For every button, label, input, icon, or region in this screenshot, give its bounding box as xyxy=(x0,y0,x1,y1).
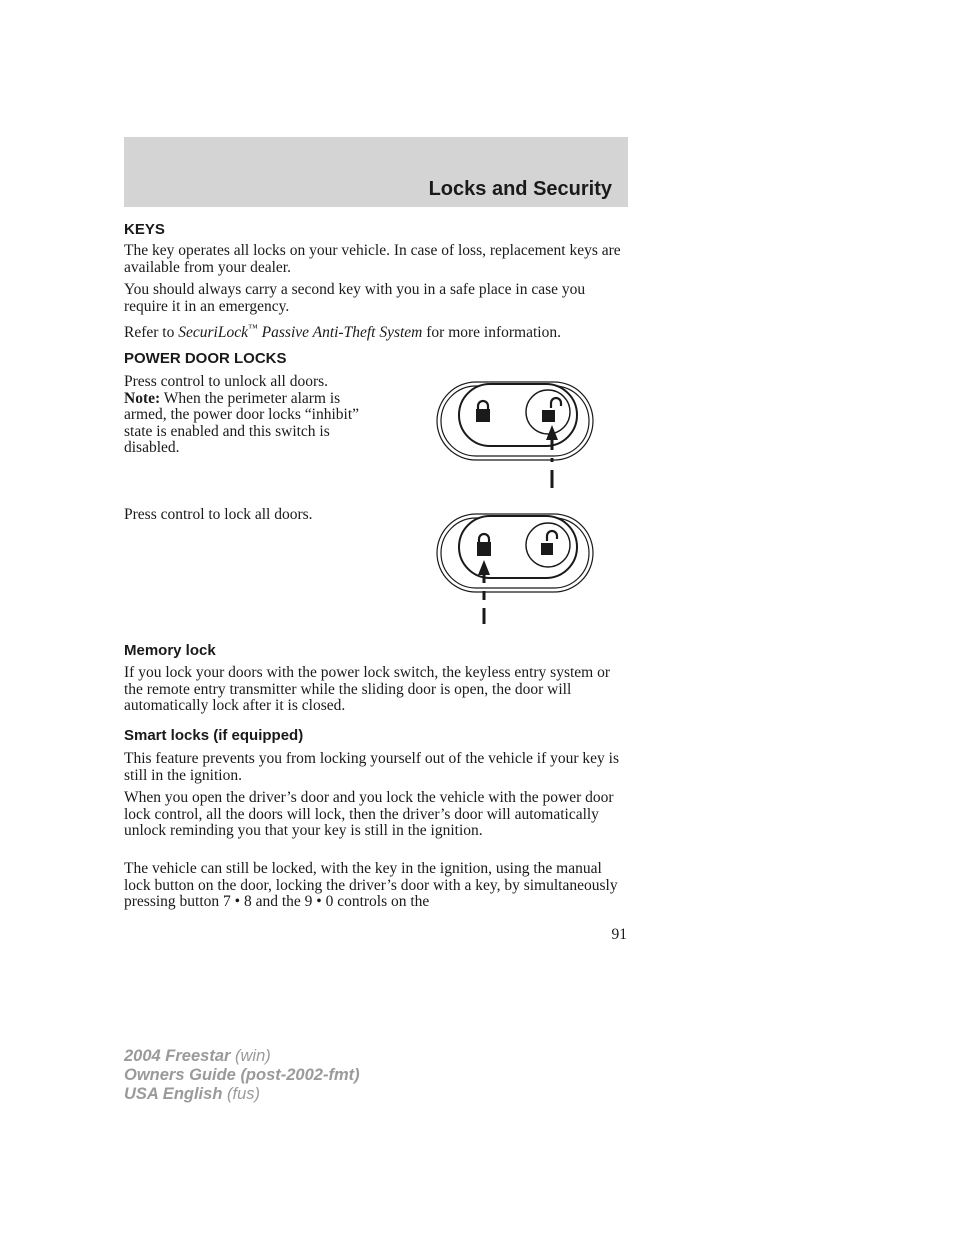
power-door-locks-heading: POWER DOOR LOCKS xyxy=(124,350,287,367)
page-number: 91 xyxy=(611,926,627,943)
footer-line-3 xyxy=(124,1085,360,1104)
document-footer xyxy=(124,1047,360,1104)
anti-theft-text: Passive Anti-Theft System xyxy=(257,324,423,342)
page-section-title: Locks and Security xyxy=(428,178,612,200)
smart-locks-heading: Smart locks (if equipped) xyxy=(124,727,304,744)
smart-locks-paragraph-1: This feature prevents you from locking yourself out of the vehicle if your key is still in the ignition. xyxy=(124,750,620,784)
footer-line-2 xyxy=(124,1066,360,1085)
footer-model: 2004 Freestar xyxy=(124,1047,231,1065)
footer-language-code: (fus) xyxy=(222,1085,260,1103)
keys-paragraph-3 xyxy=(124,321,628,342)
unlock-text: Press control to unlock all doors. xyxy=(124,373,329,390)
memory-lock-heading: Memory lock xyxy=(124,642,216,659)
footer-line-1 xyxy=(124,1047,360,1066)
securilock-text: SecuriLock xyxy=(178,324,248,342)
unlock-switch-figure xyxy=(435,380,597,490)
keys-paragraph-2: You should always carry a second key with you in a safe place in case you require it in an emergency. xyxy=(124,281,586,315)
keys-heading: KEYS xyxy=(124,221,165,238)
keys-paragraph-1: The key operates all locks on your vehicle. In case of loss, replacement keys are available from your dealer. xyxy=(124,242,621,276)
keys-p3-prefix: Refer to xyxy=(124,324,179,342)
lock-instructions: Press control to lock all doors. xyxy=(124,506,313,523)
footer-guide: Owners Guide (post-2002-fmt) xyxy=(124,1066,360,1084)
footer-model-code: (win) xyxy=(230,1047,271,1065)
footer-language: USA English xyxy=(124,1085,223,1103)
memory-lock-paragraph: If you lock your doors with the power lock switch, the keyless entry system or the remote entry transmitter while the sliding door is open, the door will automatically lock after it is closed. xyxy=(124,664,611,714)
smart-locks-paragraph-2: When you open the driver’s door and you lock the vehicle with the power door lock control, all the doors will lock, then the driver’s door will automatically unlock reminding you that your key is still in the ignition. xyxy=(124,789,614,839)
header-band xyxy=(124,137,628,207)
note-text: When the perimeter alarm is armed, the power door locks “inhibit” state is enabled and this switch is disabled. xyxy=(124,389,360,456)
note-label: Note: xyxy=(124,389,161,407)
unlock-instructions xyxy=(124,374,374,457)
smart-locks-paragraph-3: The vehicle can still be locked, with the key in the ignition, using the manual lock button on the door, locking the driver’s door with a key, by simultaneously pressing button 7 • 8 and the 9 • 0 controls on the xyxy=(124,860,618,910)
lock-switch-figure xyxy=(435,512,597,626)
keys-p3-suffix: for more information. xyxy=(422,324,561,342)
trademark-symbol: ™ xyxy=(247,323,258,334)
